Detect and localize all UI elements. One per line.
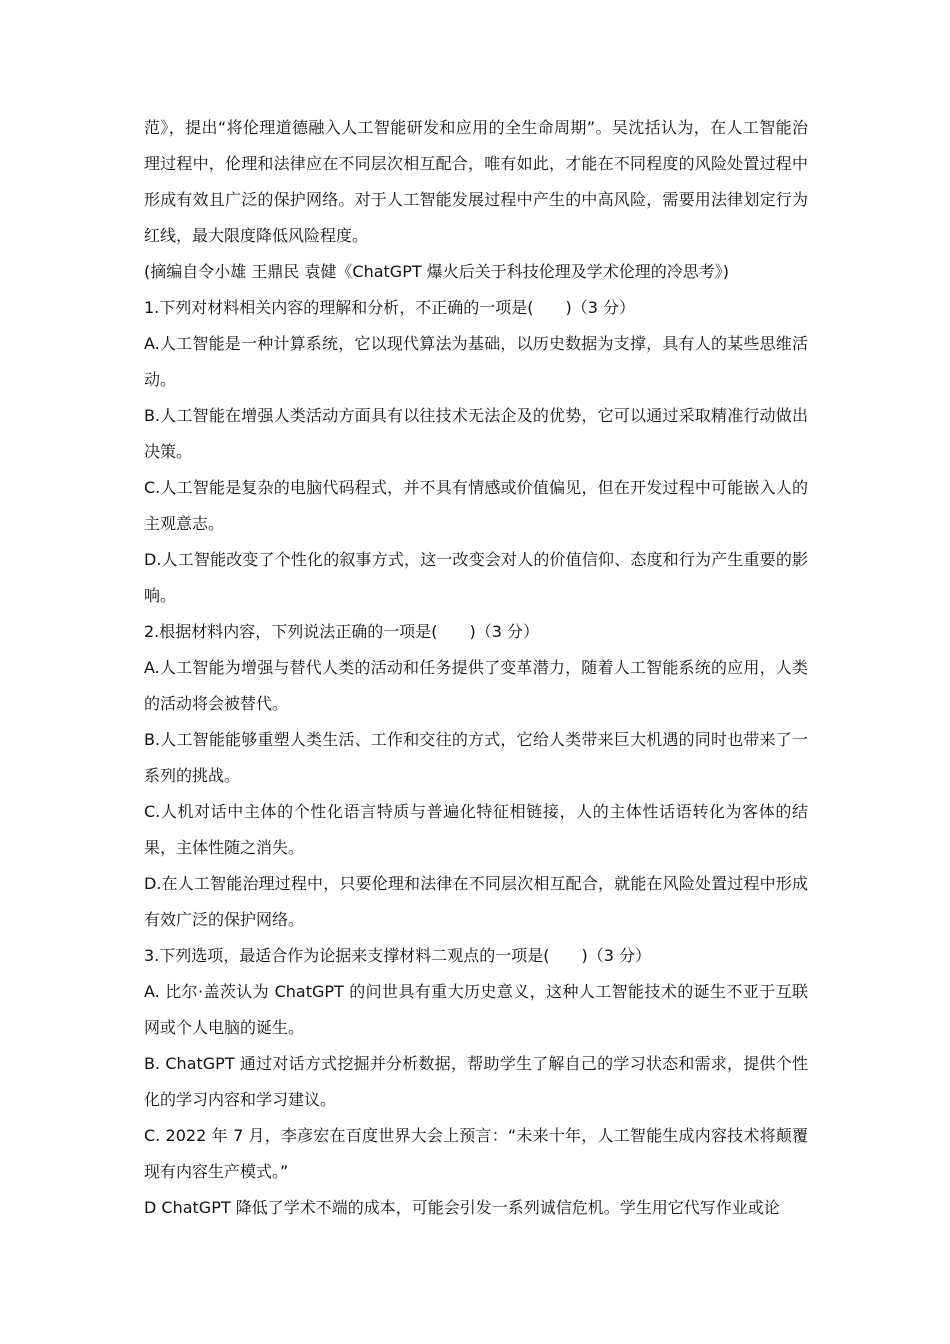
option-d: D.在人工智能治理过程中，只要伦理和法律在不同层次相互配合，就能在风险处置过程中形成有效广泛的保护网络。: [144, 874, 808, 929]
option-c: C.人机对话中主体的个性化语言特质与普遍化特征相链接，人的主体性话语转化为客体的结果，主体性随之消失。: [144, 802, 808, 857]
question-stem: 3.下列选项，最适合作为论据来支撑材料二观点的一项是( )（3 分）: [144, 946, 652, 965]
document-body: [144, 110, 808, 1226]
option-d: D.人工智能改变了个性化的叙事方式，这一改变会对人的价值信仰、态度和行为产生重要的影响。: [144, 550, 808, 605]
option-a: A.人工智能是一种计算系统，它以现代算法为基础，以历史数据为支撑，具有人的某些思维活动。: [144, 334, 808, 389]
option-b: B. ChatGPT 通过对话方式挖掘并分析数据，帮助学生了解自己的学习状态和需求，提供个性化的学习内容和学习建议。: [144, 1054, 808, 1109]
question-1: [144, 290, 808, 614]
option-c: C.人工智能是复杂的电脑代码程式，并不具有情感或价值偏见，但在开发过程中可能嵌入人的主观意志。: [144, 478, 808, 533]
option-a: A. 比尔·盖茨认为 ChatGPT 的问世具有重大历史意义，这种人工智能技术的诞生不亚于互联网或个人电脑的诞生。: [144, 982, 808, 1037]
question-2: [144, 614, 808, 938]
passage-source: (摘编自令小雄 王鼎民 袁健《ChatGPT 爆火后关于科技伦理及学术伦理的冷思考》): [144, 262, 729, 281]
option-c: C. 2022 年 7 月，李彦宏在百度世界大会上预言：“未来十年，人工智能生成内容技术将颠覆现有内容生产模式。”: [144, 1126, 808, 1181]
option-b: B.人工智能能够重塑人类生活、工作和交往的方式，它给人类带来巨大机遇的同时也带来了一系列的挑战。: [144, 730, 808, 785]
passage-paragraph: 范》，提出“将伦理道德融入人工智能研发和应用的全生命周期”。吴沈括认为，在人工智能治理过程中，伦理和法律应在不同层次相互配合，唯有如此，才能在不同程度的风险处置过程中形成有效且广泛的保护网络。对于人工智能发展过程中产生的中高风险，需要用法律划定行为红线，最大限度降低风险程度。: [144, 118, 808, 245]
option-b: B.人工智能在增强人类活动方面具有以往技术无法企及的优势，它可以通过采取精准行动做出决策。: [144, 406, 808, 461]
option-d: D ChatGPT 降低了学术不端的成本，可能会引发一系列诚信危机。学生用它代写作业或论: [144, 1198, 780, 1217]
question-3: [144, 938, 808, 1226]
question-stem: 1.下列对材料相关内容的理解和分析，不正确的一项是( )（3 分）: [144, 298, 636, 317]
option-a: A.人工智能为增强与替代人类的活动和任务提供了变革潜力，随着人工智能系统的应用，人类的活动将会被替代。: [144, 658, 808, 713]
question-stem: 2.根据材料内容，下列说法正确的一项是( )（3 分）: [144, 622, 540, 641]
